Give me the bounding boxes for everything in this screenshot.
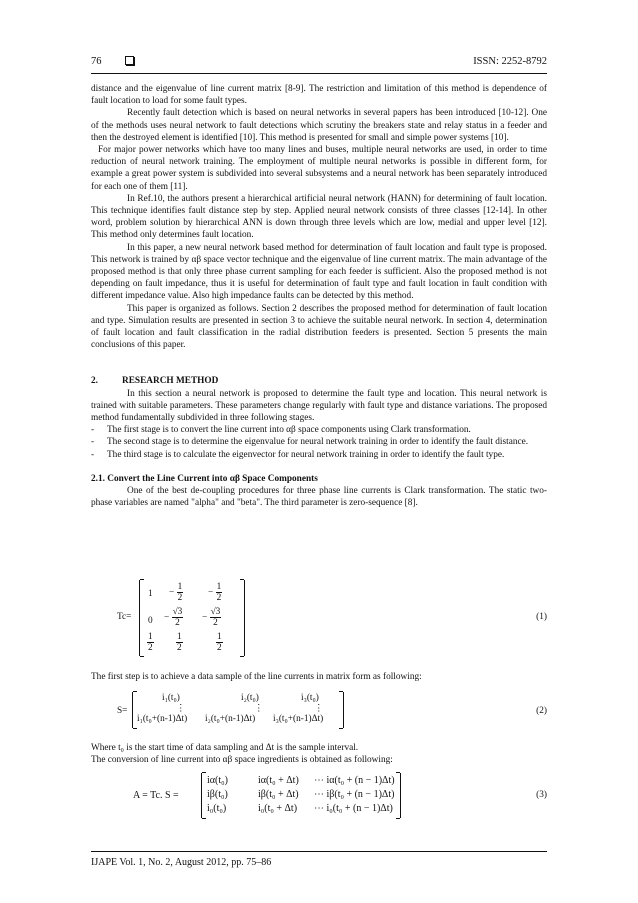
- paragraph: The first step is to achieve a data sample of the line currents in matrix form as following:: [91, 672, 422, 682]
- page-number: 76: [91, 56, 102, 67]
- eq1-cell: 1: [148, 589, 153, 599]
- list-item-text: The third stage is to calculate the eigenvector for neural network training in order to identify the fault type.: [107, 449, 505, 460]
- eq1-cell: $\frac{1}{2}$: [148, 632, 153, 653]
- eq1-cell: − $\frac{√3}{2}$: [202, 607, 221, 628]
- paragraph: Recently fault detection which is based on neural networks in several papers has been introduced [10-12]. One of the methods uses neural network to fault detections which scrutiny the breakers state and relay status in a feeder and then the destroyed element is identified [10]. This method is presented for small and simple power systems [10].: [91, 108, 547, 143]
- body-text: [91, 83, 547, 510]
- paragraph: The conversion of line current into αβ space ingredients is obtained as following:: [91, 755, 393, 765]
- paragraph: For major power networks which have too many lines and buses, multiple neural networks are used, in order to time reduction of neural network training. The employment of multiple neural networks is possible in different form, for example a great power system is subdivided into several subsystems and a neural network has been separately introduced for each one of them [11].: [91, 145, 547, 192]
- bullet-dash: -: [91, 437, 95, 448]
- eq2-matrix: [132, 692, 344, 728]
- square-bullet-icon: [125, 56, 134, 65]
- equation-3: [91, 771, 547, 821]
- running-header: [91, 56, 547, 72]
- eq1-cell: $\frac{1}{2}$: [217, 632, 222, 653]
- eq1-cell: − $\frac{1}{2}$: [208, 582, 222, 603]
- eq3-cell: iα(t₀): [207, 775, 228, 786]
- paragraph: In this section a neural network is proposed to determine the fault type and location. This neural network is trained with suitable parameters. These parameters change regularly with fault type and distance variations. The proposed method fundamentally subdivided in three following stages.: [91, 388, 547, 424]
- eq2-cell: i₁(t₀+(n-1)Δt): [137, 714, 188, 724]
- footer-rule: [91, 851, 547, 852]
- eq1-lhs: Tc=: [117, 612, 132, 622]
- bullet-dash: -: [91, 449, 95, 460]
- equation-2: [91, 690, 547, 730]
- paragraph: distance and the eigenvalue of line current matrix [8-9]. The restriction and limitation of this method is dependence of fault location to load for some fault types.: [91, 84, 547, 107]
- eq1-cell: $\frac{1}{2}$: [177, 632, 182, 653]
- section-number: 2.: [91, 376, 98, 387]
- eq1-cell: − $\frac{1}{2}$: [169, 582, 183, 603]
- subsection-heading: 2.1. Convert the Line Current into αβ Space Components: [91, 473, 318, 484]
- eq2-cell: i₃(t₀+(n-1)Δt): [273, 714, 324, 724]
- eq2-cell: i₃(t₀): [301, 693, 319, 703]
- section-heading: [91, 375, 547, 387]
- equation-number: (3): [536, 790, 547, 800]
- list-item: [91, 449, 547, 461]
- eq3-matrix: [201, 773, 401, 818]
- paragraph: In Ref.10, the authors present a hierarchical artificial neural network (HANN) for determining of fault location. This technique identifies fault distance step by step. Applied neural network consists of three classes [12-14]. In other word, problem solution by hierarchical ANN is down through three levels which are low, medial and upper level [12]. This method only determines fault location.: [91, 193, 547, 241]
- list-item-text: The second stage is to determine the eigenvalue for neural network training in order to identify the fault distance.: [107, 437, 529, 448]
- paragraph: One of the best de-coupling procedures for three phase line currents is Clark transformation. The static two-phase variables are named "alpha" and "beta". The third parameter is zero-sequence [8].: [91, 486, 547, 509]
- eq1-cell: − $\frac{√3}{2}$: [164, 607, 183, 628]
- eq1-cell: 0: [148, 616, 153, 626]
- section-gap: [91, 461, 547, 473]
- list-item: [91, 436, 547, 448]
- bullet-dash: -: [91, 425, 95, 436]
- paragraph: In this paper, a new neural network based method for determination of fault location and fault type is proposed. This network is trained by αβ space vector technique and the eigenvalue of line current matrix. The main advantage of the proposed method is that only three phase current sampling for each feeder is sufficient. Also the proposed method is not depending on fault impedance, thus it is useful for determination of fault type and fault location in fault condition with different impedance value. Also high impedance faults can be detected by this method.: [91, 242, 547, 302]
- list-item-text: The first stage is to convert the line current into αβ space components using Clark transformation.: [107, 425, 471, 436]
- eq3-cell: ⋯ iβ(t₀ + (n − 1)Δt): [314, 789, 395, 800]
- section-title: RESEARCH METHOD: [122, 376, 219, 387]
- journal-citation: IJAPE Vol. 1, No. 2, August 2012, pp. 75–86: [91, 857, 272, 868]
- eq2-cell: ⋮: [176, 704, 186, 714]
- equation-1: [91, 578, 547, 658]
- paragraph: This paper is organized as follows. Section 2 describes the proposed method for determination of fault location and type. Simulation results are presented in section 3 to achieve the suitable neural network. In section 4, determination of fault location and fault classification in the radial distribution feeders is presented. Section 5 presents the main conclusions of this paper.: [91, 303, 547, 351]
- eq3-cell: iβ(t₀): [207, 789, 228, 800]
- eq2-cell: ⋮: [314, 704, 324, 714]
- section-gap: [91, 351, 547, 375]
- eq2-cell: i₁(t₀): [162, 693, 180, 703]
- equation-number: (2): [536, 706, 547, 716]
- eq2-cell: i₂(t₀+(n-1)Δt): [205, 714, 256, 724]
- paragraph: Where t₀ is the start time of data sampling and Δt is the sample interval.: [91, 743, 359, 753]
- issn-label: ISSN: 2252-8792: [473, 56, 547, 67]
- eq1-matrix: [139, 580, 245, 656]
- list-item: [91, 424, 547, 436]
- equation-number: (1): [536, 612, 547, 622]
- eq3-cell: ⋯ i₀(t₀ + (n − 1)Δt): [314, 803, 393, 814]
- header-rule: [91, 73, 547, 74]
- eq2-cell: ⋮: [254, 704, 264, 714]
- eq3-cell: i₀(t₀): [207, 803, 227, 814]
- eq3-cell: i₀(t₀ + Δt): [258, 803, 298, 814]
- eq3-cell: ⋯ iα(t₀ + (n − 1)Δt): [314, 775, 395, 786]
- eq3-cell: iα(t₀ + Δt): [258, 775, 299, 786]
- eq2-lhs: S=: [117, 706, 128, 716]
- eq3-lhs: A = Tc. S =: [133, 790, 179, 801]
- eq3-cell: iβ(t₀ + Δt): [258, 789, 299, 800]
- eq2-cell: i₂(t₀): [241, 693, 259, 703]
